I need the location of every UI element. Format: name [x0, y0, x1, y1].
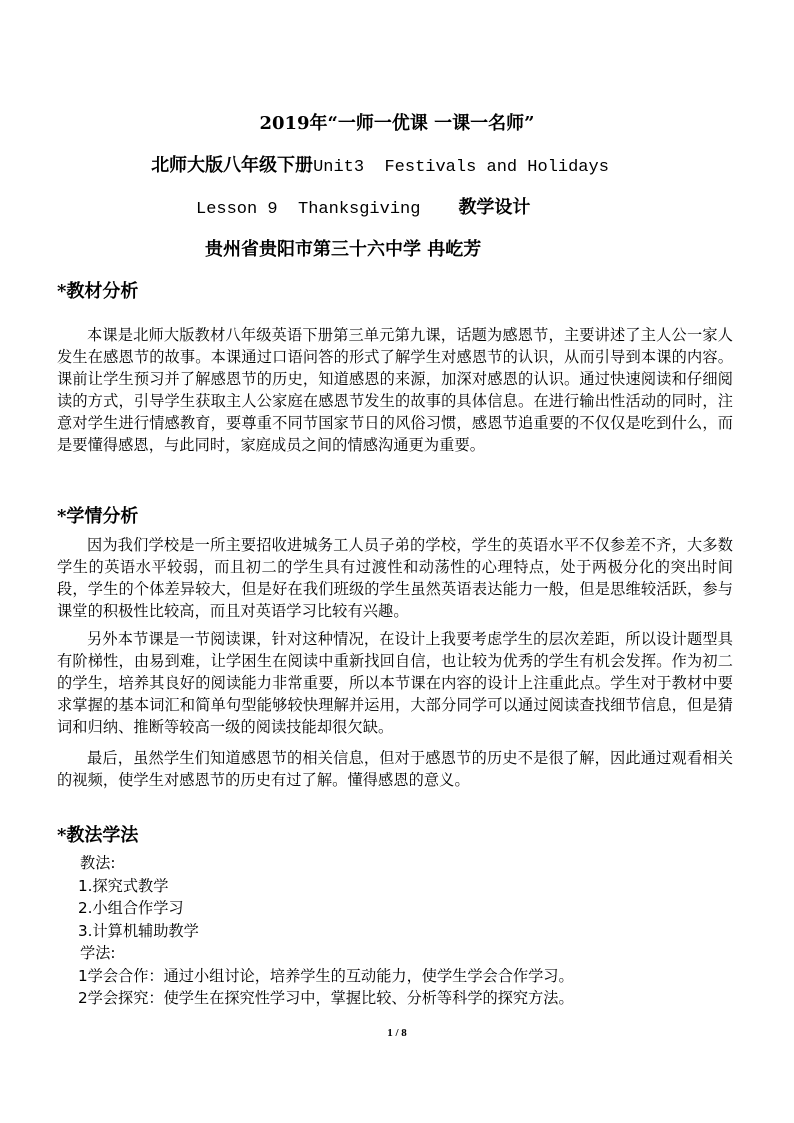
section-heading-methods: *教法学法	[57, 825, 139, 846]
unit-title: Unit3 Festivals and Holidays	[313, 158, 609, 177]
list-item: 1.探究式教学	[78, 876, 169, 895]
list-item: 3.计算机辅助教学	[78, 921, 199, 940]
lesson-line	[0, 193, 794, 219]
textbook-name: 北师大版八年级下册	[151, 155, 314, 176]
methods-list	[80, 852, 574, 1010]
list-item: 1学会合作：通过小组讨论，培养学生的互动能力，使学生学会合作学习。	[78, 966, 574, 985]
document-title: 2019年“一师一优课 一课一名师”	[259, 113, 535, 134]
course-subtitle	[0, 151, 760, 177]
author-line: 贵州省贵阳市第三十六中学 冉屹芳	[205, 239, 482, 260]
design-label: 教学设计	[458, 197, 531, 218]
student-analysis-paragraph-3: 最后，虽然学生们知道感恩节的相关信息，但对于感恩节的历史不是很了解，因此通过观看相关的视频，使学生对感恩节的历史有过了解。懂得感恩的意义。	[57, 749, 733, 789]
student-analysis-paragraph-1: 因为我们学校是一所主要招收进城务工人员子弟的学校，学生的英语水平不仅参差不齐，大多数学生的英语水平较弱，而且初二的学生具有过渡性和动荡性的心理特点，处于两极分化的突出时间段，学生的个体差异较大，但是好在我们班级的学生虽然英语表达能力一般，但是思维较活跃，参与课堂的积极性比较高，而且对英语学习比较有兴趣。	[57, 536, 733, 620]
student-analysis-paragraph-2: 另外本节课是一节阅读课，针对这种情况，在设计上我要考虑学生的层次差距，所以设计题型具有阶梯性，由易到难，让学困生在阅读中重新找回自信，也让较为优秀的学生有机会发挥。作为初二的学生，培养其良好的阅读能力非常重要，所以本节课在内容的设计上注重此点。学生对于教材中要求掌握的基本词汇和简单句型能够较快理解并运用，大部分同学可以通过阅读查找细节信息，但是猜词和归纳、推断等较高一级的阅读技能却很欠缺。	[57, 630, 733, 736]
page-number: 1 / 8	[387, 1027, 407, 1039]
list-item: 2学会探究：使学生在探究性学习中，掌握比较、分析等科学的探究方法。	[78, 989, 574, 1007]
teaching-methods-label: 教法:	[80, 854, 116, 872]
list-item: 2.小组合作学习	[78, 899, 184, 917]
material-analysis-paragraph: 本课是北师大版教材八年级英语下册第三单元第九课，话题为感恩节，主要讲述了主人公一家人发生在感恩节的故事。本课通过口语问答的形式了解学生对感恩节的认识，从而引导到本课的内容。课前让学生预习并了解感恩节的历史，知道感恩的来源，加深对感恩的认识。通过快速阅读和仔细阅读的方式，引导学生获取主人公家庭在感恩节发生的故事的具体信息。在进行输出性活动的同时，注意对学生进行情感教育，要尊重不同节国家节日的风俗习惯，感恩节追重要的不仅仅是吃到什么，而是要懂得感恩，与此同时，家庭成员之间的情感沟通更为重要。	[57, 326, 733, 454]
learning-methods-label: 学法:	[80, 944, 116, 962]
lesson-title: Lesson 9 Thanksgiving	[196, 200, 421, 219]
section-heading-material-analysis: *教材分析	[57, 281, 139, 302]
section-heading-student-analysis: *学情分析	[57, 506, 139, 527]
